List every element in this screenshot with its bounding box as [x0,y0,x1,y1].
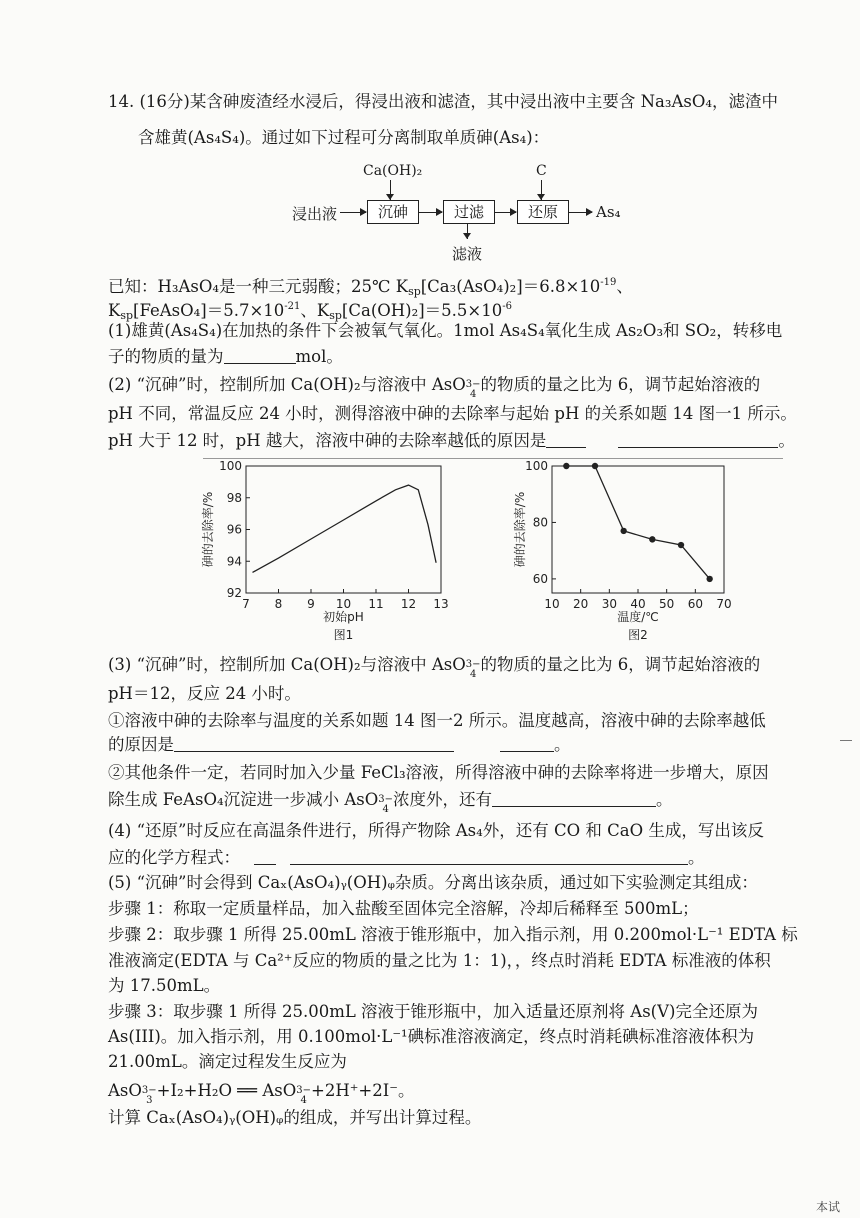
part3-line1: (3) “沉砷”时，控制所加 Ca(OH)₂与溶液中 AsO3− 4的物质的量之比为 6，调节起始溶液的 [108,655,761,680]
part5-step2-b: 准液滴定(EDTA 与 Ca²⁺反应的物质的量之比为 1：1)，，终点时消耗 EDTA 标准液的体积 [108,951,771,970]
data-point [620,528,626,534]
chart-figure-1 [196,458,456,648]
flow-input: 浸出液 [292,205,338,223]
flow-reagent-c: C [536,163,547,179]
part5-line1: (5) “沉砷”时会得到 Caₓ(AsO₄)ᵧ(OH)ᵩ杂质。分离出该杂质，通过如下实验测定其组成： [108,873,758,892]
flow-filtrate: 滤液 [452,245,483,263]
part5-step2-a: 步骤 2：取步骤 1 所得 25.00mL 溶液于锥形瓶中，加入指示剂，用 0.200mol·L⁻¹ EDTA 标 [108,925,798,944]
figure-caption: 图1 [333,628,354,642]
data-point [649,536,655,542]
answer-blank[interactable] [492,790,656,807]
x-tick-label: 20 [573,597,589,611]
flow-step-reduce: 还原 [517,200,569,224]
part4-line2: 应的化学方程式： 。 [108,848,705,867]
part5-step1: 步骤 1：称取一定质量样品，加入盐酸至固体完全溶解，冷却后稀释至 500mL； [108,899,699,918]
part3-line6: 除生成 FeAsO₄沉淀进一步减小 AsO3− 4浓度外，还有 。 [108,790,673,815]
data-point [563,463,569,469]
x-tick-label: 30 [601,597,617,611]
data-point [592,463,598,469]
x-tick-label: 40 [630,597,646,611]
answer-blank[interactable] [174,735,454,752]
y-tick-label: 92 [226,586,242,600]
x-tick-label: 11 [368,597,384,611]
part5-step3-b: As(III)。加入指示剂，用 0.100mol·L⁻¹碘标准溶液滴定，终点时消耗碘标准溶液体积为 [108,1027,755,1046]
flow-step-filter: 过滤 [443,200,495,224]
y-axis-label: 砷的去除率/% [201,491,215,568]
part1-line2: 子的物质的量为 mol。 [108,347,343,366]
plot-frame [246,466,441,593]
answer-blank[interactable] [546,431,586,448]
part5-step3-c: 21.00mL。滴定过程发生反应为 [108,1052,347,1071]
part3-line4: 的原因是 。 [108,735,571,754]
question-header: 14. (16分)某含砷废渣经水浸后，得浸出液和滤渣，其中浸出液中主要含 Na₃AsO₄，滤渣中 [108,92,779,111]
x-tick-label: 12 [400,597,417,611]
answer-blank[interactable] [224,347,296,364]
x-tick-label: 7 [242,597,250,611]
figure-caption: 图2 [628,628,648,642]
known-constants-2: $Ksp[FeAsO_4]=5.7\times 10^{-21}$、$Ksp[Ca(OH)_2]=5.5\times 10^{-6}$ [108,301,512,322]
part3-line3: ①溶液中砷的去除率与温度的关系如题 14 图一2 所示。温度越高，溶液中砷的去除率越低 [108,711,766,730]
y-tick-label: 60 [532,571,548,586]
part5-step3-a: 步骤 3：取步骤 1 所得 25.00mL 溶液于锥形瓶中，加入适量还原剂将 As(V)完全还原为 [108,1002,758,1021]
y-axis-label: 砷的去除率/% [513,491,527,568]
flow-product: As₄ [596,203,621,221]
y-tick-label: 96 [226,522,242,537]
part5-step2-c: 为 17.50mL。 [108,976,221,995]
part1-line1: (1)雄黄(As₄S₄)在加热的条件下会被氧气氧化。1mol As₄S₄氧化生成 As₂O₃和 SO₂，转移电 [108,321,783,340]
part5-equation: AsO3− 3+I₂+H₂O ══ AsO3− 4+2H⁺+2I⁻。 [108,1081,415,1106]
question-header-2: 含雄黄(As₄S₄)。通过如下过程可分离制取单质砷(As₄)： [138,128,550,147]
x-tick-label: 60 [687,597,703,611]
flow-arrowheads [0,0,860,270]
x-tick-label: 10 [335,597,352,611]
part3-line2: pH＝12，反应 24 小时。 [108,684,301,703]
y-tick-label: 94 [226,554,242,569]
x-tick-label: 13 [433,597,449,611]
part2-line2: pH 不同，常温反应 24 小时，测得溶液中砷的去除率与起始 pH 的关系如题 14 图一1 所示。 [108,404,797,423]
answer-blank[interactable] [618,431,778,448]
y-tick-label: 100 [219,459,242,473]
y-tick-label: 98 [226,490,242,505]
x-tick-label: 9 [307,597,315,611]
part4-line1: (4) “还原”时反应在高温条件进行，所得产物除 As₄外，还有 CO 和 CaO 生成，写出该反 [108,821,764,840]
chart-figure-2 [512,458,752,648]
series-line [253,485,437,572]
flow-reagent-caoh2: Ca(OH)₂ [363,163,423,179]
edge-mark [840,740,852,741]
part5-calc-prompt: 计算 Caₓ(AsO₄)ᵧ(OH)ᵩ的组成，并写出计算过程。 [108,1108,482,1127]
answer-blank[interactable] [500,735,554,752]
flow-step-precipitate: 沉砷 [367,200,419,224]
x-tick-label: 8 [274,597,283,611]
answer-blank[interactable] [290,848,688,865]
answer-blank[interactable] [254,848,276,865]
series-line [566,466,709,579]
data-point [706,576,712,582]
x-tick-label: 70 [716,597,732,611]
part2-line3: pH 大于 12 时，pH 越大，溶液中砷的去除率越低的原因是 。 [108,431,795,450]
y-tick-label: 100 [525,459,548,473]
known-constants-1: 已知：H₃AsO₄是一种三元弱酸；25℃ $Ksp[Ca_3(AsO_4)_2]=6.8\times 10^{-19}$、 [108,277,633,298]
x-axis-label: 温度/℃ [617,610,659,624]
x-tick-label: 50 [659,597,675,611]
x-axis-label: 初始pH [323,610,364,624]
x-tick-label: 10 [544,597,560,611]
data-point [678,542,684,548]
part2-line1: (2) “沉砷”时，控制所加 Ca(OH)₂与溶液中 AsO3− 4的物质的量之比为 6，调节起始溶液的 [108,375,761,400]
page-corner-text: 本试 [816,1200,841,1214]
part3-line5: ②其他条件一定，若同时加入少量 FeCl₃溶液，所得溶液中砷的去除率将进一步增大，原因 [108,763,769,782]
plot-frame [552,466,724,593]
y-tick-label: 80 [532,515,548,530]
